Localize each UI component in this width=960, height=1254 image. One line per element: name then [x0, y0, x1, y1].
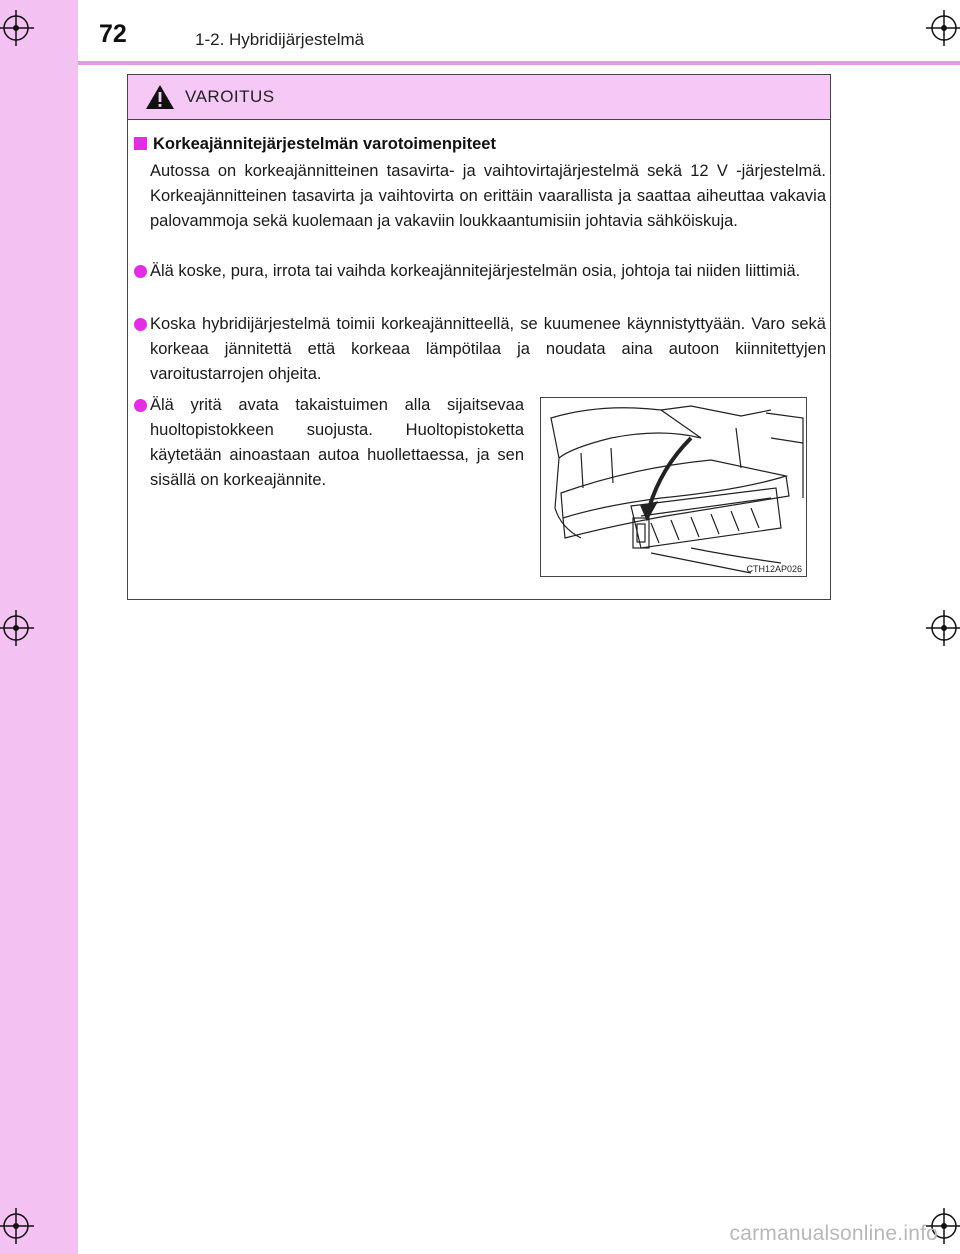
warning-box [127, 74, 831, 600]
bullet-dot-icon [134, 265, 147, 278]
bullet-text: Älä yritä avata takaistuimen alla sijaitsevaa huoltopistokkeen suojusta. Huoltopistoketta käytetään ainoastaan autoa huollettaessa, ja sen sisällä on korkeajännite. [150, 396, 524, 489]
registration-mark-icon [0, 1208, 34, 1244]
bullet-dot-icon [134, 399, 147, 412]
section-heading [134, 135, 496, 154]
warning-title: VAROITUS [185, 87, 275, 106]
header-rule [78, 61, 960, 65]
chapter-title: 1-2. Hybridijärjestelmä [195, 30, 365, 49]
watermark: carmanualsonline.info [729, 1222, 938, 1245]
warning-triangle-icon [144, 83, 176, 111]
illustration-code: CTH12AP026 [746, 564, 802, 574]
intro-paragraph: Autossa on korkeajännitteinen tasavirta- ja vaihtovirtajärjestelmä sekä 12 V -järjestelmä. Korkeajännitteinen tasavirta ja vaihtovirta on erittäin vaarallista ja saattaa aiheuttaa vakavia palovammoja sekä kuolemaan ja vakaviin loukkaantumisiin johtavia sähköiskuja. [150, 162, 826, 230]
warning-header [128, 75, 830, 120]
registration-mark-icon [0, 610, 34, 646]
bullet-dot-icon [134, 318, 147, 331]
square-bullet-icon [134, 137, 147, 150]
service-plug-illustration [540, 397, 807, 577]
bullet-text: Koska hybridijärjestelmä toimii korkeajännitteellä, se kuumenee käynnistyttyään. Varo sekä korkeaa jännitettä että korkeaa lämpötilaa ja noudata aina autoon kiinnitettyjen varoitustarrojen ohjeita. [150, 315, 826, 383]
section-heading-text: Korkeajännitejärjestelmän varotoimenpiteet [153, 135, 496, 153]
registration-mark-icon [926, 610, 960, 646]
registration-mark-icon [0, 10, 34, 46]
page-number: 72 [99, 20, 127, 48]
rear-seat-drawing [541, 398, 806, 576]
registration-mark-icon [926, 10, 960, 46]
bullet-text: Älä koske, pura, irrota tai vaihda korkeajännitejärjestelmän osia, johtoja tai niiden liittimiä. [150, 262, 801, 280]
